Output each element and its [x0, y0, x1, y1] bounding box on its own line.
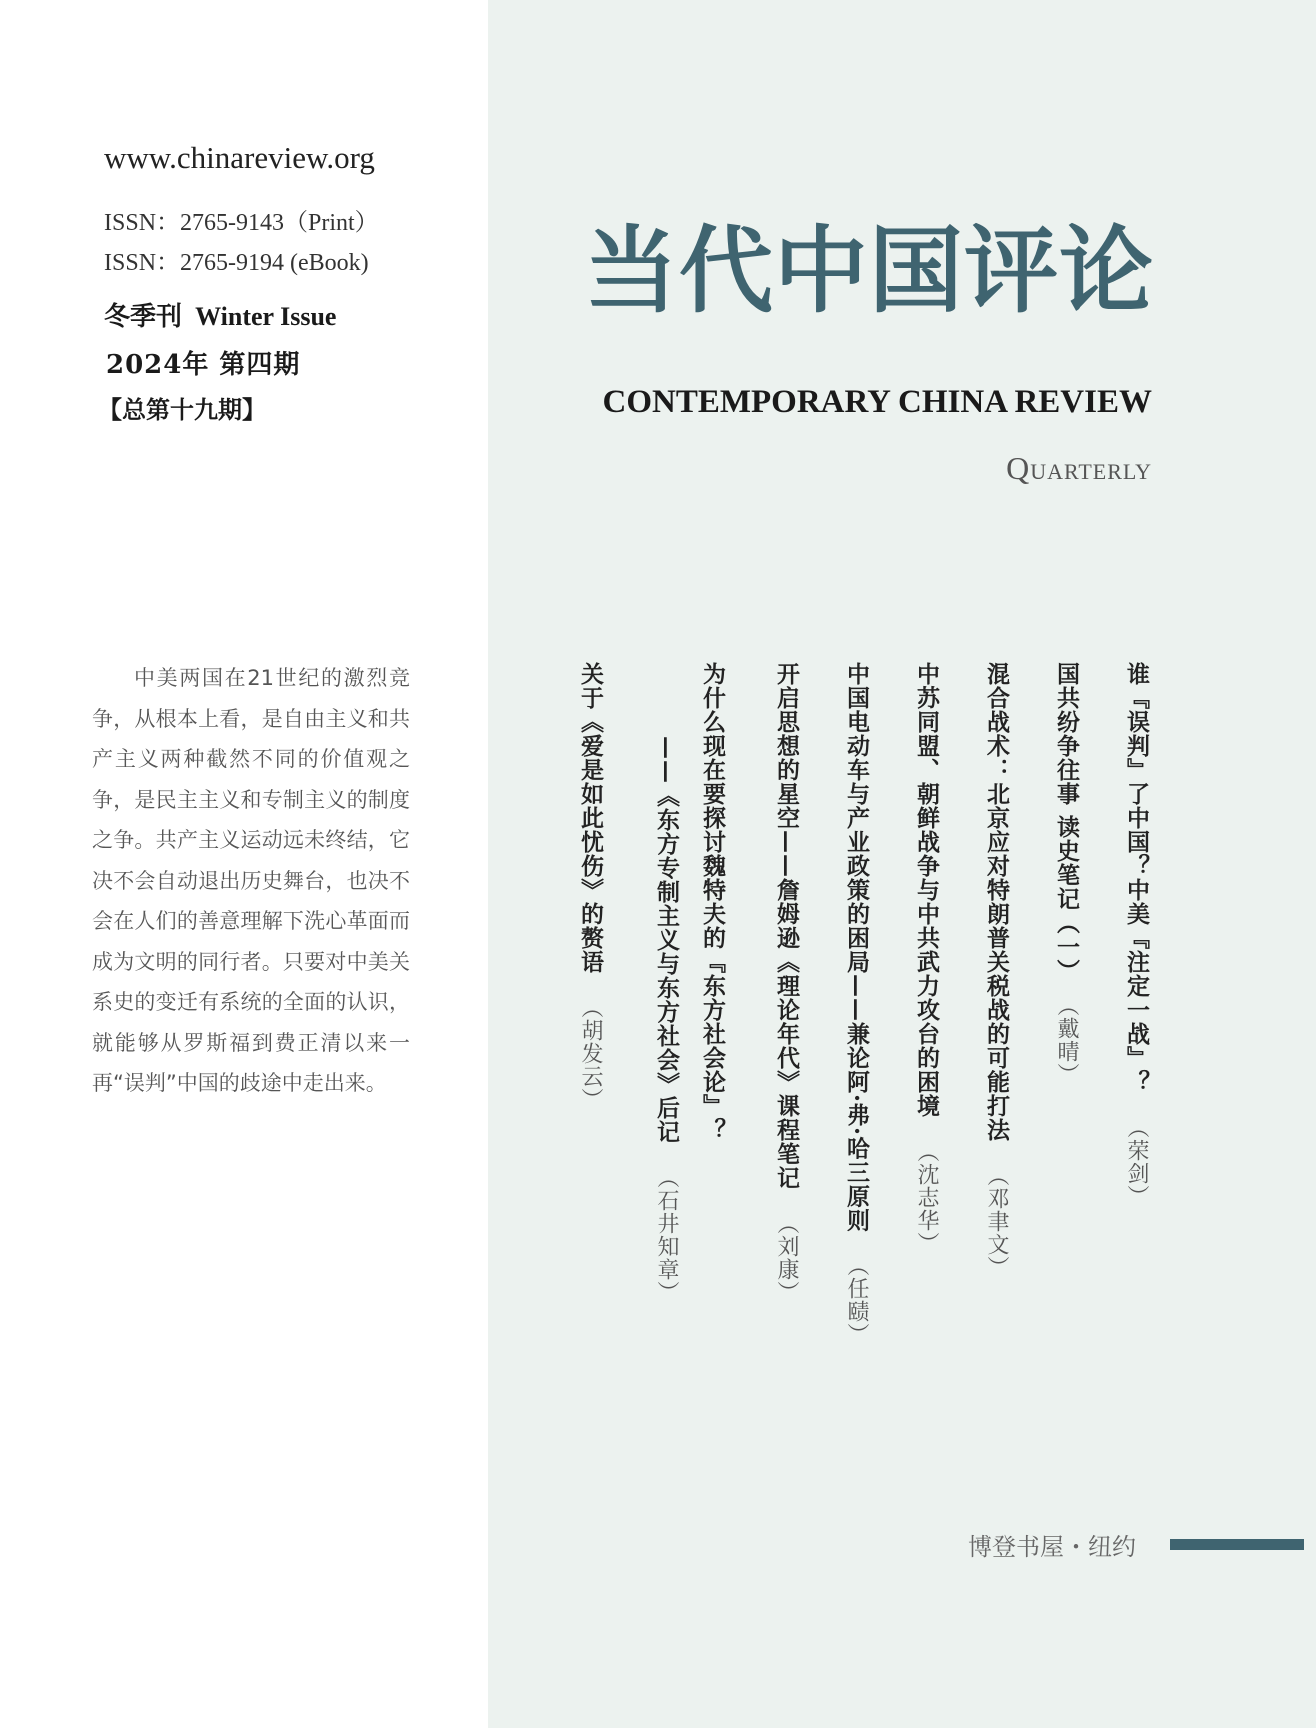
issn-ebook: ISSN：2765-9194 (eBook)	[104, 250, 369, 276]
toc-item	[574, 662, 606, 1111]
toc-author: （胡发云）	[578, 996, 603, 1111]
magazine-title-en: CONTEMPORARY CHINA REVIEW	[602, 384, 1152, 420]
toc-author: （荣剑）	[1124, 1116, 1149, 1208]
toc-title: 中苏同盟、朝鲜战争与中共武力攻台的困境	[913, 662, 940, 1118]
toc-item	[1050, 662, 1082, 1086]
magazine-title-cn: 当代中国评论	[584, 216, 1155, 326]
publisher-accent-bar	[1170, 1539, 1304, 1550]
toc-item	[910, 662, 942, 1255]
toc-item	[696, 662, 728, 1142]
website-url: www.chinareview.org	[104, 140, 375, 175]
season-cn: 冬季刊	[104, 302, 183, 332]
toc-subtitle: ——《东方专制主义与东方社会》后记	[653, 736, 680, 1144]
year-issue: 2024年 第四期	[106, 350, 301, 380]
toc-item	[770, 662, 802, 1304]
total-issue: 【总第十九期】	[98, 395, 266, 424]
toc-title: 开启思想的星空——詹姆逊《理论年代》课程笔记	[773, 662, 800, 1190]
toc-item	[1120, 662, 1152, 1208]
toc-author: （任赜）	[844, 1254, 869, 1347]
toc-item	[980, 662, 1012, 1279]
toc-title: 中国电动车与产业政策的困局——兼论阿·弗·哈三原则	[843, 662, 870, 1233]
toc-item-subtitle	[650, 736, 682, 1304]
publisher-label: 博登书屋・纽约	[968, 1533, 1136, 1561]
season-en: Winter Issue	[195, 302, 337, 331]
toc-author: （邓聿文）	[984, 1164, 1009, 1279]
toc-title: 谁『误判』了中国？中美『注定一战』？	[1123, 662, 1150, 1094]
toc-title: 为什么现在要探讨魏特夫的『东方社会论』？	[699, 662, 726, 1142]
toc-title: 国共纷争往事 读史笔记（一）	[1053, 662, 1080, 984]
toc-title: 混合战术：北京应对特朗普关税战的可能打法	[983, 662, 1010, 1142]
intro-paragraph: 中美两国在21世纪的激烈竞争，从根本上看，是自由主义和共产主义两种截然不同的价值观之争，是民主主义和专制主义的制度之争。共产主义运动远未终结，它决不会自动退出历史舞台，也决不会在人们的善意理解下洗心革面而成为文明的同行者。只要对中美关系史的变迁有系统的全面的认识，就能够从罗斯福到费正清以来一再“误判”中国的歧途中走出来。	[92, 666, 410, 1095]
toc-author: （沈志华）	[914, 1140, 939, 1255]
quarterly-label: Quarterly	[1006, 450, 1152, 486]
toc-title: 关于《爱是如此忧伤》的赘语	[577, 662, 604, 974]
toc-author: （戴晴）	[1054, 1005, 1079, 1087]
toc-author: （刘康）	[774, 1212, 799, 1304]
toc-item	[840, 662, 872, 1346]
toc-author: （石井知章）	[654, 1166, 679, 1304]
issn-print: ISSN：2765-9143（Print）	[104, 210, 379, 236]
season-label	[104, 296, 336, 333]
